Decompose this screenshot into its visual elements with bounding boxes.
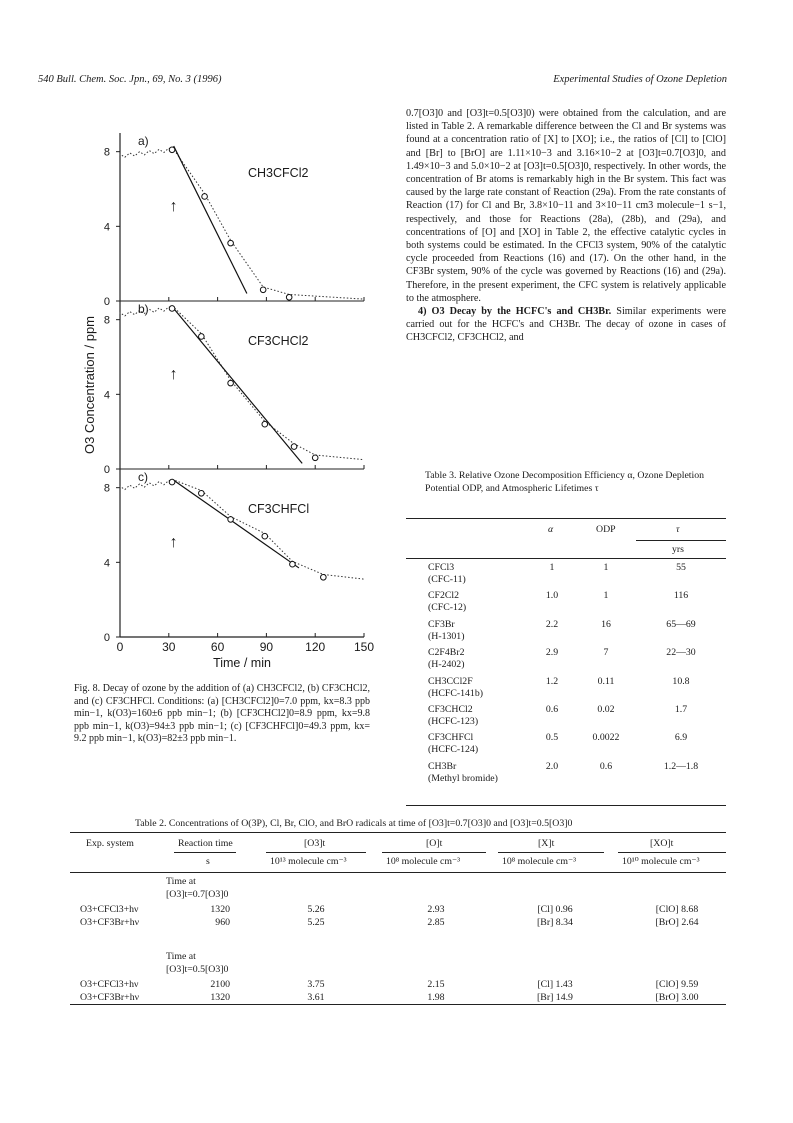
table2-unit-xo: 10¹⁰ molecule cm⁻³ <box>622 856 700 867</box>
x-value: [Br] 8.34 <box>537 916 573 928</box>
tau-value: 1.2—1.8 <box>663 760 699 772</box>
y-tick-label: 0 <box>103 296 110 308</box>
compound-code: (HCFC-123) <box>428 715 479 727</box>
data-point <box>312 455 318 461</box>
table3-row <box>406 590 726 618</box>
x-value: [Br] 14.9 <box>537 991 573 1003</box>
paragraph-1: 0.7[O3]0 and [O3]t=0.5[O3]0) were obtained from the calculation, and are listed in Table 2. A remarkable difference between the Cl and Br systems was found at a concentration ratio of [X] to [XO]; i.e., the ratios of [Cl] to [ClO] and [Br] to [BrO] are 1.11×10−3 and 3.16×10−2 at [O3]t=0.7[O3]0, and 1.49×10−3 and 5.0×10−2 at [O3]t=0.5[O3]0, respectively. In other words, the concentration of Br atoms is remarkably high in the Br system. This fact was caused by the large rate constant of Reaction (29a). From the rate constants of Reaction (17) for Cl and Br, 3.8×10−11 and 3×10−11 cm3 molecule−1 s−1, respectively, and those for Reactions (28a), (28b), and (29a), and concentrations of [O] and [XO] in Table 2, the effective catalytic cycles in both systems could be estimated. In the CFCl3 system, 90% of the catalytic cycle proceeded from Reactions (16) and (17). On the other hand, in the CF3Br system, 90% of the cycle was governed by Reactions (16) and (29a). Therefore, in the present experiment, the CFC system is relatively applicable to the atmosphere. <box>406 108 726 304</box>
table3 <box>406 524 726 785</box>
data-point <box>202 194 208 200</box>
tau-value: 55 <box>676 562 686 573</box>
decay-trace <box>169 306 364 460</box>
table3-rule-mid <box>406 558 726 559</box>
table3-row <box>406 732 726 760</box>
xo-value: [ClO] 8.68 <box>655 904 699 915</box>
exp-system: O3+CF3Br+hν <box>80 991 140 1003</box>
tau-value: 116 <box>673 590 689 602</box>
data-point <box>321 574 327 580</box>
data-point <box>169 306 175 312</box>
compound-label: CH3CFCl2 <box>248 166 309 180</box>
alpha-value: 0.5 <box>545 732 559 744</box>
compound-name: CFCl3 <box>428 562 455 573</box>
addition-arrow: ↑ <box>169 198 178 215</box>
compound-name: CH3Br <box>428 760 457 772</box>
x-tick-label: 90 <box>259 640 274 654</box>
data-point <box>286 294 292 300</box>
compound-code: (HCFC-124) <box>428 744 479 756</box>
table2 <box>70 836 726 1006</box>
compound-name: CF3CHCl2 <box>428 703 473 715</box>
figure-8 <box>80 125 380 670</box>
tau-value: 65—69 <box>666 618 696 630</box>
compound-name: CF3Br <box>428 618 455 630</box>
odp-value: 16 <box>601 618 611 630</box>
x-axis-label: Time / min <box>213 656 271 670</box>
x-tick-label: 150 <box>353 640 375 654</box>
x-tick-label: 30 <box>162 640 176 654</box>
data-point <box>228 240 234 246</box>
panel-tag: a) <box>138 134 149 148</box>
group-condition: [O3]t=0.5[O3]0 <box>166 964 229 975</box>
table2-header-o3: [O3]t <box>304 838 326 849</box>
xo-value: [ClO] 9.59 <box>655 979 699 990</box>
y-tick-label: 8 <box>103 482 110 495</box>
compound-name: C2F4Br2 <box>428 647 465 659</box>
table3-tau-rule <box>636 540 726 541</box>
compound-code: (H-1301) <box>428 630 465 642</box>
panel-tag: b) <box>138 302 149 316</box>
o3-value: 5.26 <box>307 904 325 915</box>
data-point <box>262 533 268 539</box>
odp-value: 0.6 <box>599 760 613 772</box>
table3-row <box>406 619 726 647</box>
caption-text: Fig. 8. Decay of ozone by the addition of (a) CH3CFCl2, (b) CF3CHCl2, and (c) CF3CHFCl. Conditions: (a) [CH3CFCl2]0=7.0 ppm, kx=8.3 ppb min−1, k(O3)=160±6 ppb min−1; (b) [CF3CHCl2]0=8.9 ppm, kx=9.8 ppb min−1, k(O3)=94±3 ppb min−1; (c) [CF3CHFCl]0=49.3 ppm, kx= 9.2 ppb min−1, k(O3)=82±3 ppb min−1. <box>74 683 370 745</box>
data-point <box>262 421 268 427</box>
compound-code: (Methyl bromide) <box>428 772 498 784</box>
table2-header-o: [O]t <box>426 838 443 849</box>
table2-header-time: Reaction time <box>178 838 233 849</box>
panel-tag: c) <box>138 470 148 484</box>
o3-value: 3.75 <box>307 979 325 990</box>
table2-header-system: Exp. system <box>86 838 134 849</box>
table2-header-xo: [XO]t <box>650 838 674 849</box>
exp-system: O3+CFCl3+hν <box>80 979 139 990</box>
data-point <box>199 490 205 496</box>
table3-title: Table 3. Relative Ozone Decomposition Efficiency α, Ozone Depletion Potential ODP, and Atmospheric Lifetimes τ <box>425 470 705 494</box>
table3-header-odp: ODP <box>596 524 616 535</box>
table3-row <box>406 704 726 732</box>
x-tick-label: 120 <box>305 640 326 654</box>
table2-rule-top <box>70 832 726 833</box>
x-tick-label: 0 <box>116 640 124 654</box>
data-point <box>228 380 234 386</box>
exp-system: O3+CF3Br+hν <box>80 916 140 928</box>
group-condition: [O3]t=0.7[O3]0 <box>166 889 229 900</box>
reaction-time: 1320 <box>210 991 230 1003</box>
alpha-value: 2.2 <box>545 618 559 630</box>
paragraph-2 <box>406 305 726 345</box>
table3-header-alpha: α <box>548 524 554 535</box>
running-header-right: Experimental Studies of Ozone Depletion <box>553 74 727 85</box>
alpha-value: 1.2 <box>545 675 559 687</box>
compound-label: CF3CHCl2 <box>248 334 309 348</box>
odp-value: 0.02 <box>597 703 615 715</box>
tau-value: 22—30 <box>666 647 696 659</box>
addition-arrow: ↑ <box>169 534 178 551</box>
y-tick-label: 8 <box>103 314 110 327</box>
alpha-value: 2.0 <box>545 760 559 772</box>
table3-rule-bottom <box>406 805 726 806</box>
alpha-value: 0.6 <box>545 703 559 715</box>
odp-value: 7 <box>603 647 609 659</box>
y-axis-label: O3 Concentration / ppm <box>82 315 97 455</box>
figure-caption <box>74 683 370 746</box>
compound-code: (CFC-12) <box>428 602 467 614</box>
compound-name: CH3CCl2F <box>428 675 473 687</box>
tau-value: 6.9 <box>674 732 688 744</box>
data-point <box>199 334 205 340</box>
data-point <box>260 287 266 293</box>
o3-value: 3.61 <box>307 991 325 1003</box>
data-point <box>228 517 234 523</box>
y-tick-label: 4 <box>103 557 110 570</box>
data-point <box>291 444 297 450</box>
tau-value: 1.7 <box>674 703 688 715</box>
o-value: 2.93 <box>427 904 445 915</box>
data-point <box>290 561 296 567</box>
o-value: 2.85 <box>427 916 445 928</box>
compound-code: (HCFC-141b) <box>428 687 483 699</box>
compound-name: CF3CHFCl <box>428 732 474 744</box>
compound-code: (H-2402) <box>428 659 465 671</box>
table3-row <box>406 647 726 675</box>
table2-header-x: [X]t <box>538 838 555 849</box>
running-header-left: 540 Bull. Chem. Soc. Jpn., 69, No. 3 (1996) <box>38 74 222 85</box>
table3-row <box>406 562 726 590</box>
paragraph-2-text: Similar experiments were carried out for the HCFC's and CH3Br. The decay of ozone in cases of CH3CFCl2, CF3CHCl2, and <box>406 306 726 344</box>
table2-unit-x: 10⁸ molecule cm⁻³ <box>502 856 577 867</box>
table3-header-tau: τ <box>676 524 680 535</box>
fit-line <box>174 480 299 568</box>
exp-system: O3+CFCl3+hν <box>80 904 139 915</box>
addition-arrow: ↑ <box>169 366 178 383</box>
table2-unit-time: s <box>206 856 210 867</box>
y-tick-label: 4 <box>103 221 110 234</box>
baseline-trace <box>120 148 174 157</box>
alpha-value: 1 <box>549 562 555 573</box>
data-point <box>169 479 175 485</box>
y-tick-label: 0 <box>103 632 110 644</box>
table2-title: Table 2. Concentrations of O(3P), Cl, Br, ClO, and BrO radicals at time of [O3]t=0.7[O3]0 and [O3]t=0.5[O3]0 <box>135 818 573 829</box>
xo-value: [BrO] 3.00 <box>655 991 699 1003</box>
table3-row <box>406 761 726 789</box>
fit-line <box>174 146 247 293</box>
table2-unit-o3: 10¹³ molecule cm⁻³ <box>270 856 347 867</box>
odp-value: 1 <box>603 562 609 573</box>
y-tick-label: 8 <box>103 146 110 159</box>
table3-unit: yrs <box>672 544 684 555</box>
group-label: Time at <box>166 876 196 887</box>
right-column-text <box>406 107 726 345</box>
fit-line <box>174 308 303 463</box>
x-value: [Cl] 0.96 <box>537 904 573 915</box>
compound-name: CF2Cl2 <box>428 590 460 602</box>
odp-value: 0.0022 <box>592 732 620 744</box>
table3-body <box>406 562 726 789</box>
table2-unit-o: 10⁸ molecule cm⁻³ <box>386 856 461 867</box>
reaction-time: 2100 <box>210 979 230 990</box>
section-heading: 4) O3 Decay by the HCFC's and CH3Br. <box>418 306 612 318</box>
o-value: 2.15 <box>427 979 445 990</box>
compound-code: (CFC-11) <box>428 574 466 585</box>
y-tick-label: 0 <box>103 464 110 476</box>
alpha-value: 2.9 <box>545 647 559 659</box>
y-tick-label: 4 <box>103 389 110 402</box>
odp-value: 0.11 <box>597 675 615 687</box>
reaction-time: 960 <box>215 916 230 928</box>
alpha-value: 1.0 <box>545 590 559 602</box>
odp-value: 1 <box>603 590 609 602</box>
reaction-time: 1320 <box>210 904 230 915</box>
group-label: Time at <box>166 951 196 962</box>
table3-row <box>406 676 726 704</box>
o-value: 1.98 <box>427 991 445 1003</box>
x-tick-label: 60 <box>210 640 225 654</box>
table3-rule-top <box>406 518 726 519</box>
table2-rule-bottom <box>70 1004 726 1005</box>
xo-value: [BrO] 2.64 <box>655 916 699 928</box>
o3-value: 5.25 <box>307 916 325 928</box>
tau-value: 10.8 <box>672 675 690 687</box>
x-value: [Cl] 1.43 <box>537 979 573 990</box>
data-point <box>169 147 175 153</box>
compound-label: CF3CHFCl <box>248 502 310 516</box>
